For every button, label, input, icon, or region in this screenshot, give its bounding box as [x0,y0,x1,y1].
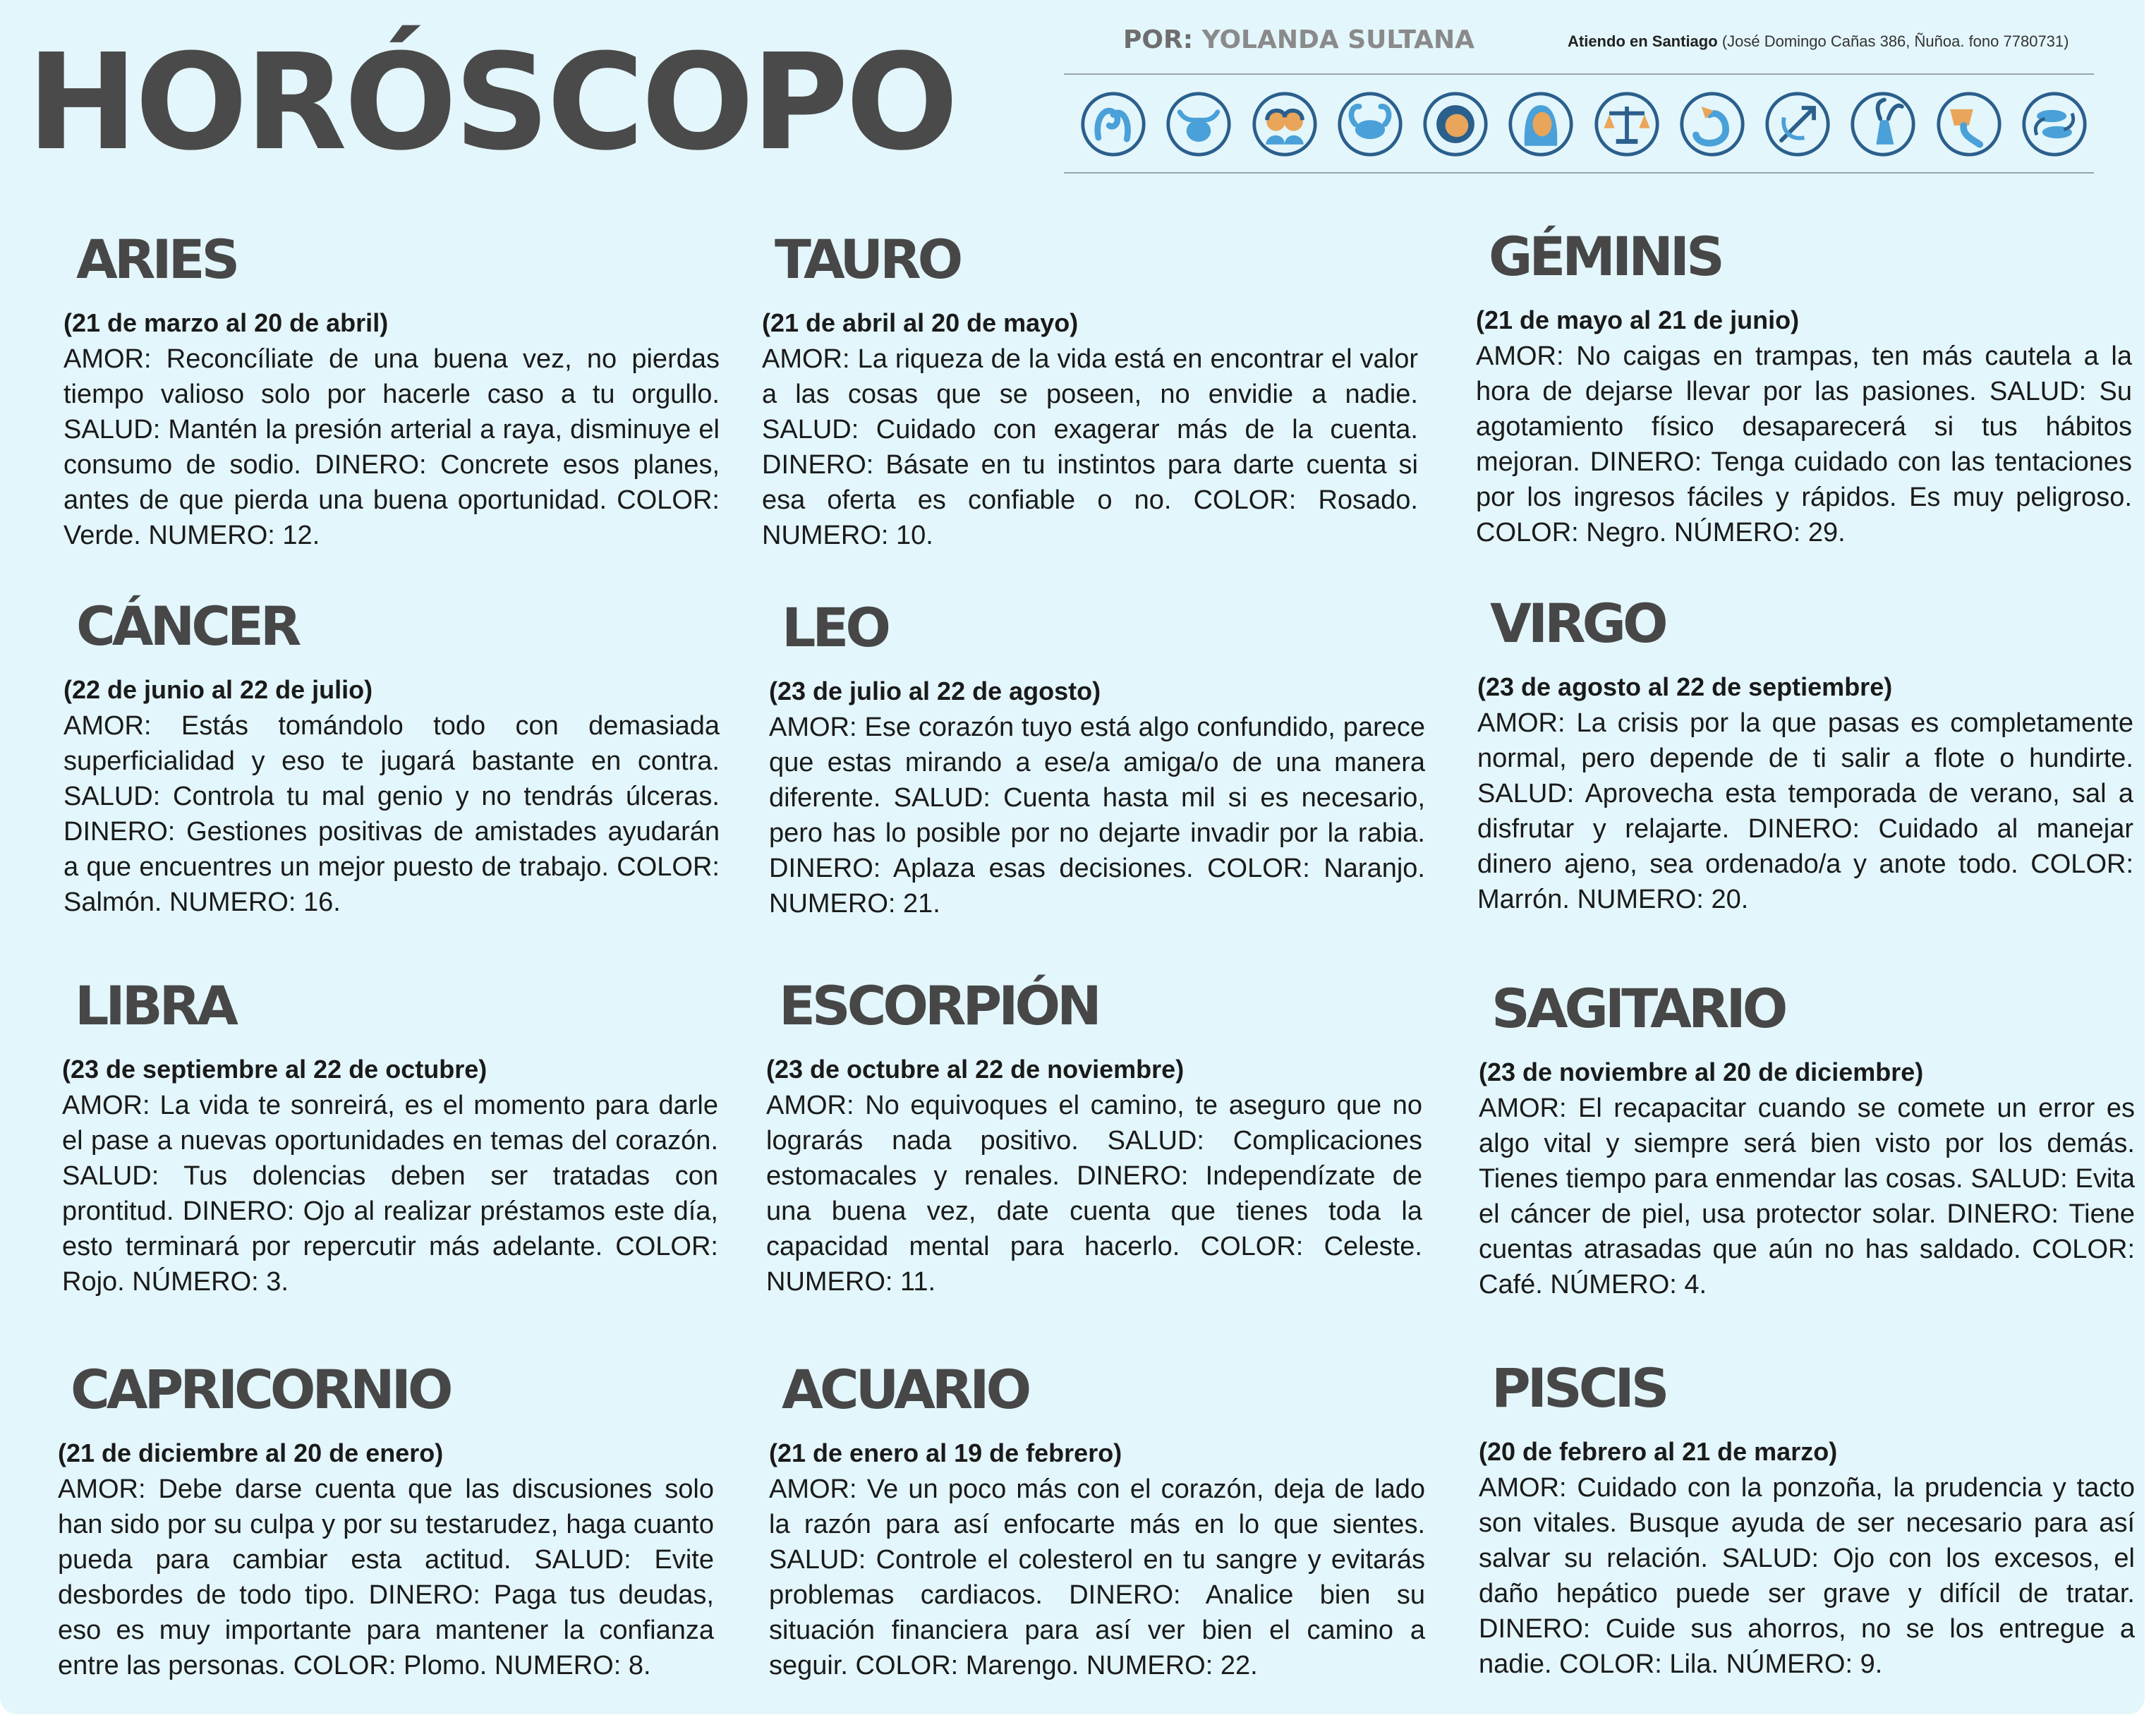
sign-title: LIBRA [75,974,235,1037]
cancer-icon [1336,90,1404,158]
sign-leo [769,596,1425,921]
sign-dates: (21 de diciembre al 20 de enero) [58,1438,444,1467]
sign-virgo [1477,592,2133,917]
sign-prediction: AMOR: No caigas en trampas, ten más cautela a la hora de dejarse llevar por las pasiones. SALUD: Su agotamiento físico desaparecerá si tus hábitos mejoran. DINERO: Tenga cuidado con las tentaciones por los ingresos fáciles y rápidos. Es muy peligroso. COLOR: Negro. NÚMERO: 29. [1476,341,2132,547]
header-rule-top [1064,73,2094,75]
sign-dates: (23 de octubre al 22 de noviembre) [766,1055,1185,1084]
sign-prediction: AMOR: Ve un poco más con el corazón, deja de lado la razón para así enfocarte más en lo que sientes. SALUD: Controle el colesterol en tu sangre y evitarás problemas cardiacos. DINERO: Analice bien su situación financiera para así ver bien el camino a seguir. COLOR: Marengo. NUMERO: 22. [769,1474,1425,1680]
leo-icon [1422,90,1489,158]
sign-dates: (20 de febrero al 21 de marzo) [1479,1437,1838,1466]
sign-title: ARIES [76,228,237,291]
aries-icon [1079,90,1147,158]
zodiac-icon-strip [1079,85,2088,164]
sign-dates: (21 de enero al 19 de febrero) [769,1438,1122,1467]
sign-prediction: AMOR: El recapacitar cuando se comete un error es algo vital y siempre será bien visto por los demás. Tienes tiempo para enmendar las cosas. SALUD: Evita el cáncer de piel, usa protector solar. DINERO: Tiene cuentas atrasadas que aún no has saldado. COLOR: Café. NÚMERO: 4. [1479,1093,2135,1299]
sign-title: CAPRICORNIO [71,1358,450,1421]
libra-icon [1593,90,1661,158]
sign-prediction: AMOR: Ese corazón tuyo está algo confundido, parece que estas mirando a ese/a amiga/o de una manera diferente. SALUD: Cuenta hasta mil si es necesario, pero has lo posible por no dejarte invadir por la rabia. DINERO: Aplaza esas decisiones. COLOR: Naranjo. NUMERO: 21. [769,713,1425,919]
sign-dates: (23 de septiembre al 22 de octubre) [62,1055,487,1084]
sign-dates: (21 de mayo al 21 de junio) [1476,305,1800,334]
sign-sagitario [1479,977,2135,1302]
sign-title: GÉMINIS [1489,225,1721,288]
sign-prediction: AMOR: La crisis por la que pasas es completamente normal, pero depende de ti salir a flote o hundirte. SALUD: Aprovecha esta temporada de verano, sal a disfrutar y relajarte. DINERO: Cuidado al manejar dinero ajeno, sea ordenado/a y anote todo. COLOR: Marrón. NUMERO: 20. [1477,708,2133,914]
aquarius-icon [1935,90,2003,158]
gemini-icon [1251,90,1319,158]
contact-address: (José Domingo Cañas 386, Ñuñoa. fono 7780731) [1721,32,2069,50]
virgo-icon [1507,90,1575,158]
sign-title: ACUARIO [782,1358,1029,1421]
sign-escorpion [766,974,1422,1299]
page-title: HORÓSCOPO [27,25,956,180]
sign-piscis [1479,1357,2135,1682]
sign-dates: (21 de abril al 20 de mayo) [762,308,1079,337]
sign-prediction: AMOR: Cuidado con la ponzoña, la prudencia y tacto son vitales. Busque ayuda de ser necesario para así salvar su relación. SALUD: Ojo con los excesos, el daño hepático puede ser grave y difícil de tratar. DINERO: Cuide sus ahorros, no se los entregue a nadie. COLOR: Lila. NÚMERO: 9. [1479,1473,2135,1679]
contact-location: Atiendo en Santiago [1568,32,1718,50]
sign-title: VIRGO [1490,592,1665,655]
sign-title: PISCIS [1491,1357,1666,1419]
sign-dates: (22 de junio al 22 de julio) [63,675,373,704]
sign-dates: (23 de agosto al 22 de septiembre) [1477,672,1893,701]
sign-prediction: AMOR: Reconcíliate de una buena vez, no pierdas tiempo valioso solo por hacerle caso a tu orgullo. SALUD: Mantén la presión arterial a raya, disminuye el consumo de sodio. DINERO: Concrete esos planes, antes de que pierda una buena oportunidad. COLOR: Verde. NUMERO: 12. [63,344,720,550]
sign-title: LEO [782,596,888,659]
sign-geminis [1476,225,2132,550]
sign-prediction: AMOR: La riqueza de la vida está en encontrar el valor a las cosas que se poseen, no envidie a nadie. SALUD: Cuidado con exagerar más de la cuenta. DINERO: Básate en tu instintos para darte cuenta si esa oferta es confiable o no. COLOR: Rosado. NUMERO: 10. [762,344,1418,550]
sign-dates: (23 de julio al 22 de agosto) [769,677,1101,705]
sign-title: CÁNCER [76,595,298,658]
sign-title: SAGITARIO [1491,977,1785,1040]
capricorn-icon [1849,90,1917,158]
sign-aries [63,228,720,553]
sign-libra [62,974,718,1299]
sign-prediction: AMOR: Estás tomándolo todo con demasiada superficialidad y eso te jugará bastante en contra. SALUD: Controla tu mal genio y no tendrás úlceras. DINERO: Gestiones positivas de amistades ayudarán a que encuentres un mejor puesto de trabajo. COLOR: Salmón. NUMERO: 16. [63,711,720,917]
scorpio-icon [1678,90,1746,158]
sign-prediction: AMOR: No equivoques el camino, te aseguro que no lograrás nada positivo. SALUD: Complicaciones estomacales y renales. DINERO: Independízate de una buena vez, date cuenta que tienes toda la capacidad mental para hacerlo. COLOR: Celeste. NUMERO: 11. [766,1091,1422,1297]
sign-capricornio [58,1358,714,1683]
sign-tauro [762,228,1418,553]
header-rule-bottom [1064,172,2094,174]
sign-prediction: AMOR: La vida te sonreirá, es el momento para darle el pase a nuevas oportunidades en temas del corazón. SALUD: Tus dolencias deben ser tratadas con prontitud. DINERO: Ojo al realizar préstamos este día, esto terminará por repercutir más adelante. COLOR: Rojo. NÚMERO: 3. [62,1091,718,1297]
sign-prediction: AMOR: Debe darse cuenta que las discusiones solo han sido por su culpa y por su testarudez, haga cuanto pueda para cambiar esta actitud. SALUD: Evite desbordes de todo tipo. DINERO: Paga tus deudas, eso es muy importante para mantener la confianza entre las personas. COLOR: Plomo. NUMERO: 8. [58,1474,714,1680]
taurus-icon [1165,90,1233,158]
contact-info [1568,32,2069,51]
byline [1123,25,1474,54]
byline-label: POR: [1123,25,1194,54]
sign-dates: (21 de marzo al 20 de abril) [63,308,389,337]
pisces-icon [2021,90,2088,158]
sign-acuario [769,1358,1425,1683]
sign-title: TAURO [775,228,960,291]
sagittarius-icon [1764,90,1831,158]
sign-title: ESCORPIÓN [779,974,1098,1037]
byline-author: YOLANDA SULTANA [1201,25,1475,54]
sign-cancer [63,595,720,920]
sign-dates: (23 de noviembre al 20 de diciembre) [1479,1058,1924,1086]
